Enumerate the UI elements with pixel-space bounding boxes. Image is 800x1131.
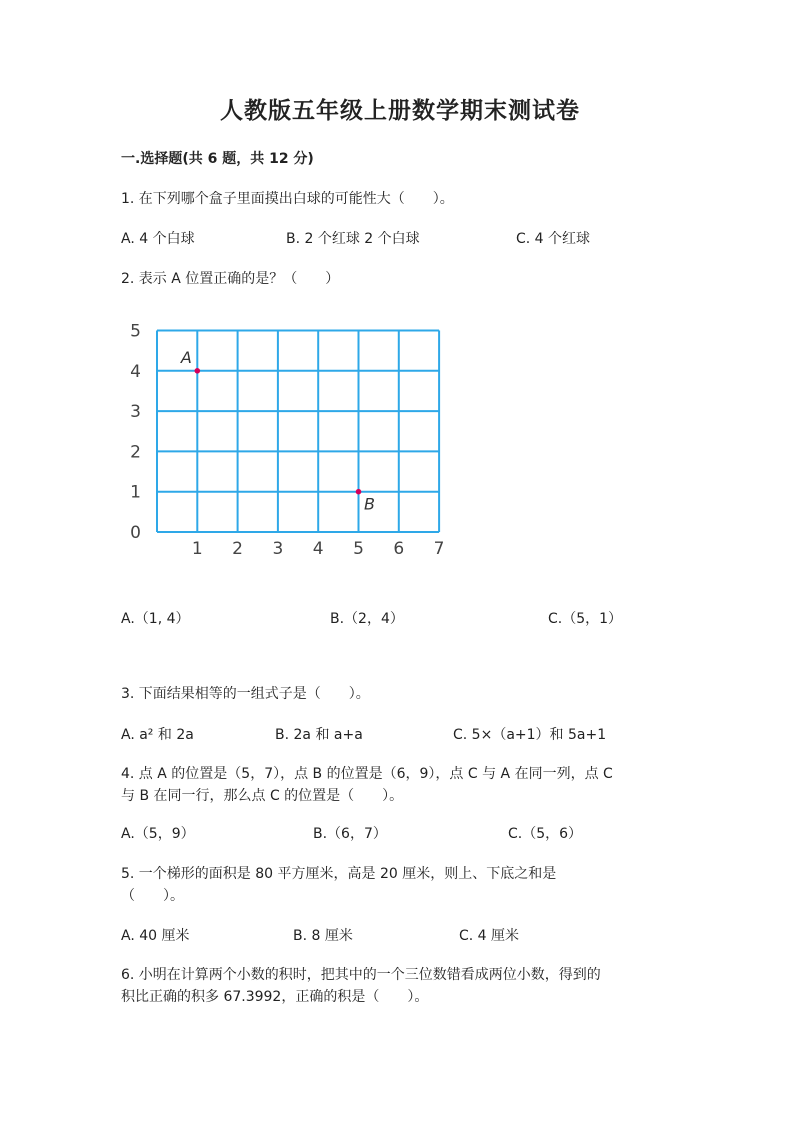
question-6-text-line-1: 6. 小明在计算两个小数的积时，把其中的一个三位数错看成两位小数，得到的 bbox=[121, 967, 601, 983]
coordinate-grid-svg bbox=[120, 318, 460, 568]
x-tick-label: 7 bbox=[433, 539, 445, 559]
question-2-option-a: A.（1, 4） bbox=[121, 611, 190, 627]
question-4-text-line-2: 与 B 在同一行，那么点 C 的位置是（ ）。 bbox=[121, 788, 404, 804]
question-3-option-c: C. 5×（a+1）和 5a+1 bbox=[453, 727, 607, 743]
question-4-option-b: B.（6，7） bbox=[313, 826, 387, 842]
point-b-marker bbox=[356, 489, 362, 495]
x-tick-label: 1 bbox=[191, 539, 203, 559]
question-3-option-a: A. a² 和 2a bbox=[121, 727, 194, 743]
x-tick-label: 6 bbox=[393, 539, 405, 559]
question-1-option-b: B. 2 个红球 2 个白球 bbox=[286, 231, 420, 247]
y-tick-label: 4 bbox=[130, 361, 141, 382]
y-tick-label: 3 bbox=[130, 402, 141, 423]
question-5-option-c: C. 4 厘米 bbox=[459, 928, 520, 944]
x-tick-label: 3 bbox=[272, 539, 284, 559]
question-5-text-line-2: （ ）。 bbox=[121, 888, 184, 904]
question-1-option-a: A. 4 个白球 bbox=[121, 231, 195, 247]
x-tick-label: 4 bbox=[312, 539, 324, 559]
question-1-text: 1. 在下列哪个盒子里面摸出白球的可能性大（ ）。 bbox=[121, 191, 454, 207]
question-2-option-b: B.（2，4） bbox=[330, 611, 404, 627]
question-4-text-line-1: 4. 点 A 的位置是（5，7），点 B 的位置是（6，9），点 C 与 A 在同一列，点 C bbox=[121, 766, 613, 782]
section-heading: 一.选择题(共 6 题，共 12 分) bbox=[121, 151, 314, 167]
question-6-text-line-2: 积比正确的积多 67.3992，正确的积是（ ）。 bbox=[121, 989, 429, 1005]
question-2-text: 2. 表示 A 位置正确的是？（ ） bbox=[121, 271, 340, 287]
point-a-marker bbox=[195, 368, 201, 374]
question-3-option-b: B. 2a 和 a+a bbox=[275, 727, 363, 743]
question-5-option-a: A. 40 厘米 bbox=[121, 928, 190, 944]
x-tick-label: 5 bbox=[353, 539, 364, 559]
y-tick-label: 5 bbox=[130, 321, 141, 342]
page-title: 人教版五年级上册数学期末测试卷 bbox=[220, 98, 580, 124]
point-b-label: B bbox=[364, 494, 375, 514]
y-tick-label: 0 bbox=[130, 523, 141, 543]
point-a-label: A bbox=[180, 347, 192, 367]
question-3-text: 3. 下面结果相等的一组式子是（ ）。 bbox=[121, 686, 370, 702]
x-tick-label: 2 bbox=[232, 539, 244, 559]
y-tick-label: 1 bbox=[130, 482, 141, 503]
question-2-option-c: C.（5，1） bbox=[548, 611, 623, 627]
question-5-option-b: B. 8 厘米 bbox=[293, 928, 353, 944]
question-4-option-a: A.（5，9） bbox=[121, 826, 195, 842]
question-5-text-line-1: 5. 一个梯形的面积是 80 平方厘米，高是 20 厘米，则上、下底之和是 bbox=[121, 866, 557, 882]
question-1-option-c: C. 4 个红球 bbox=[516, 231, 591, 247]
coordinate-grid-figure bbox=[120, 318, 460, 568]
question-4-option-c: C.（5，6） bbox=[508, 826, 583, 842]
y-tick-label: 2 bbox=[130, 442, 141, 463]
